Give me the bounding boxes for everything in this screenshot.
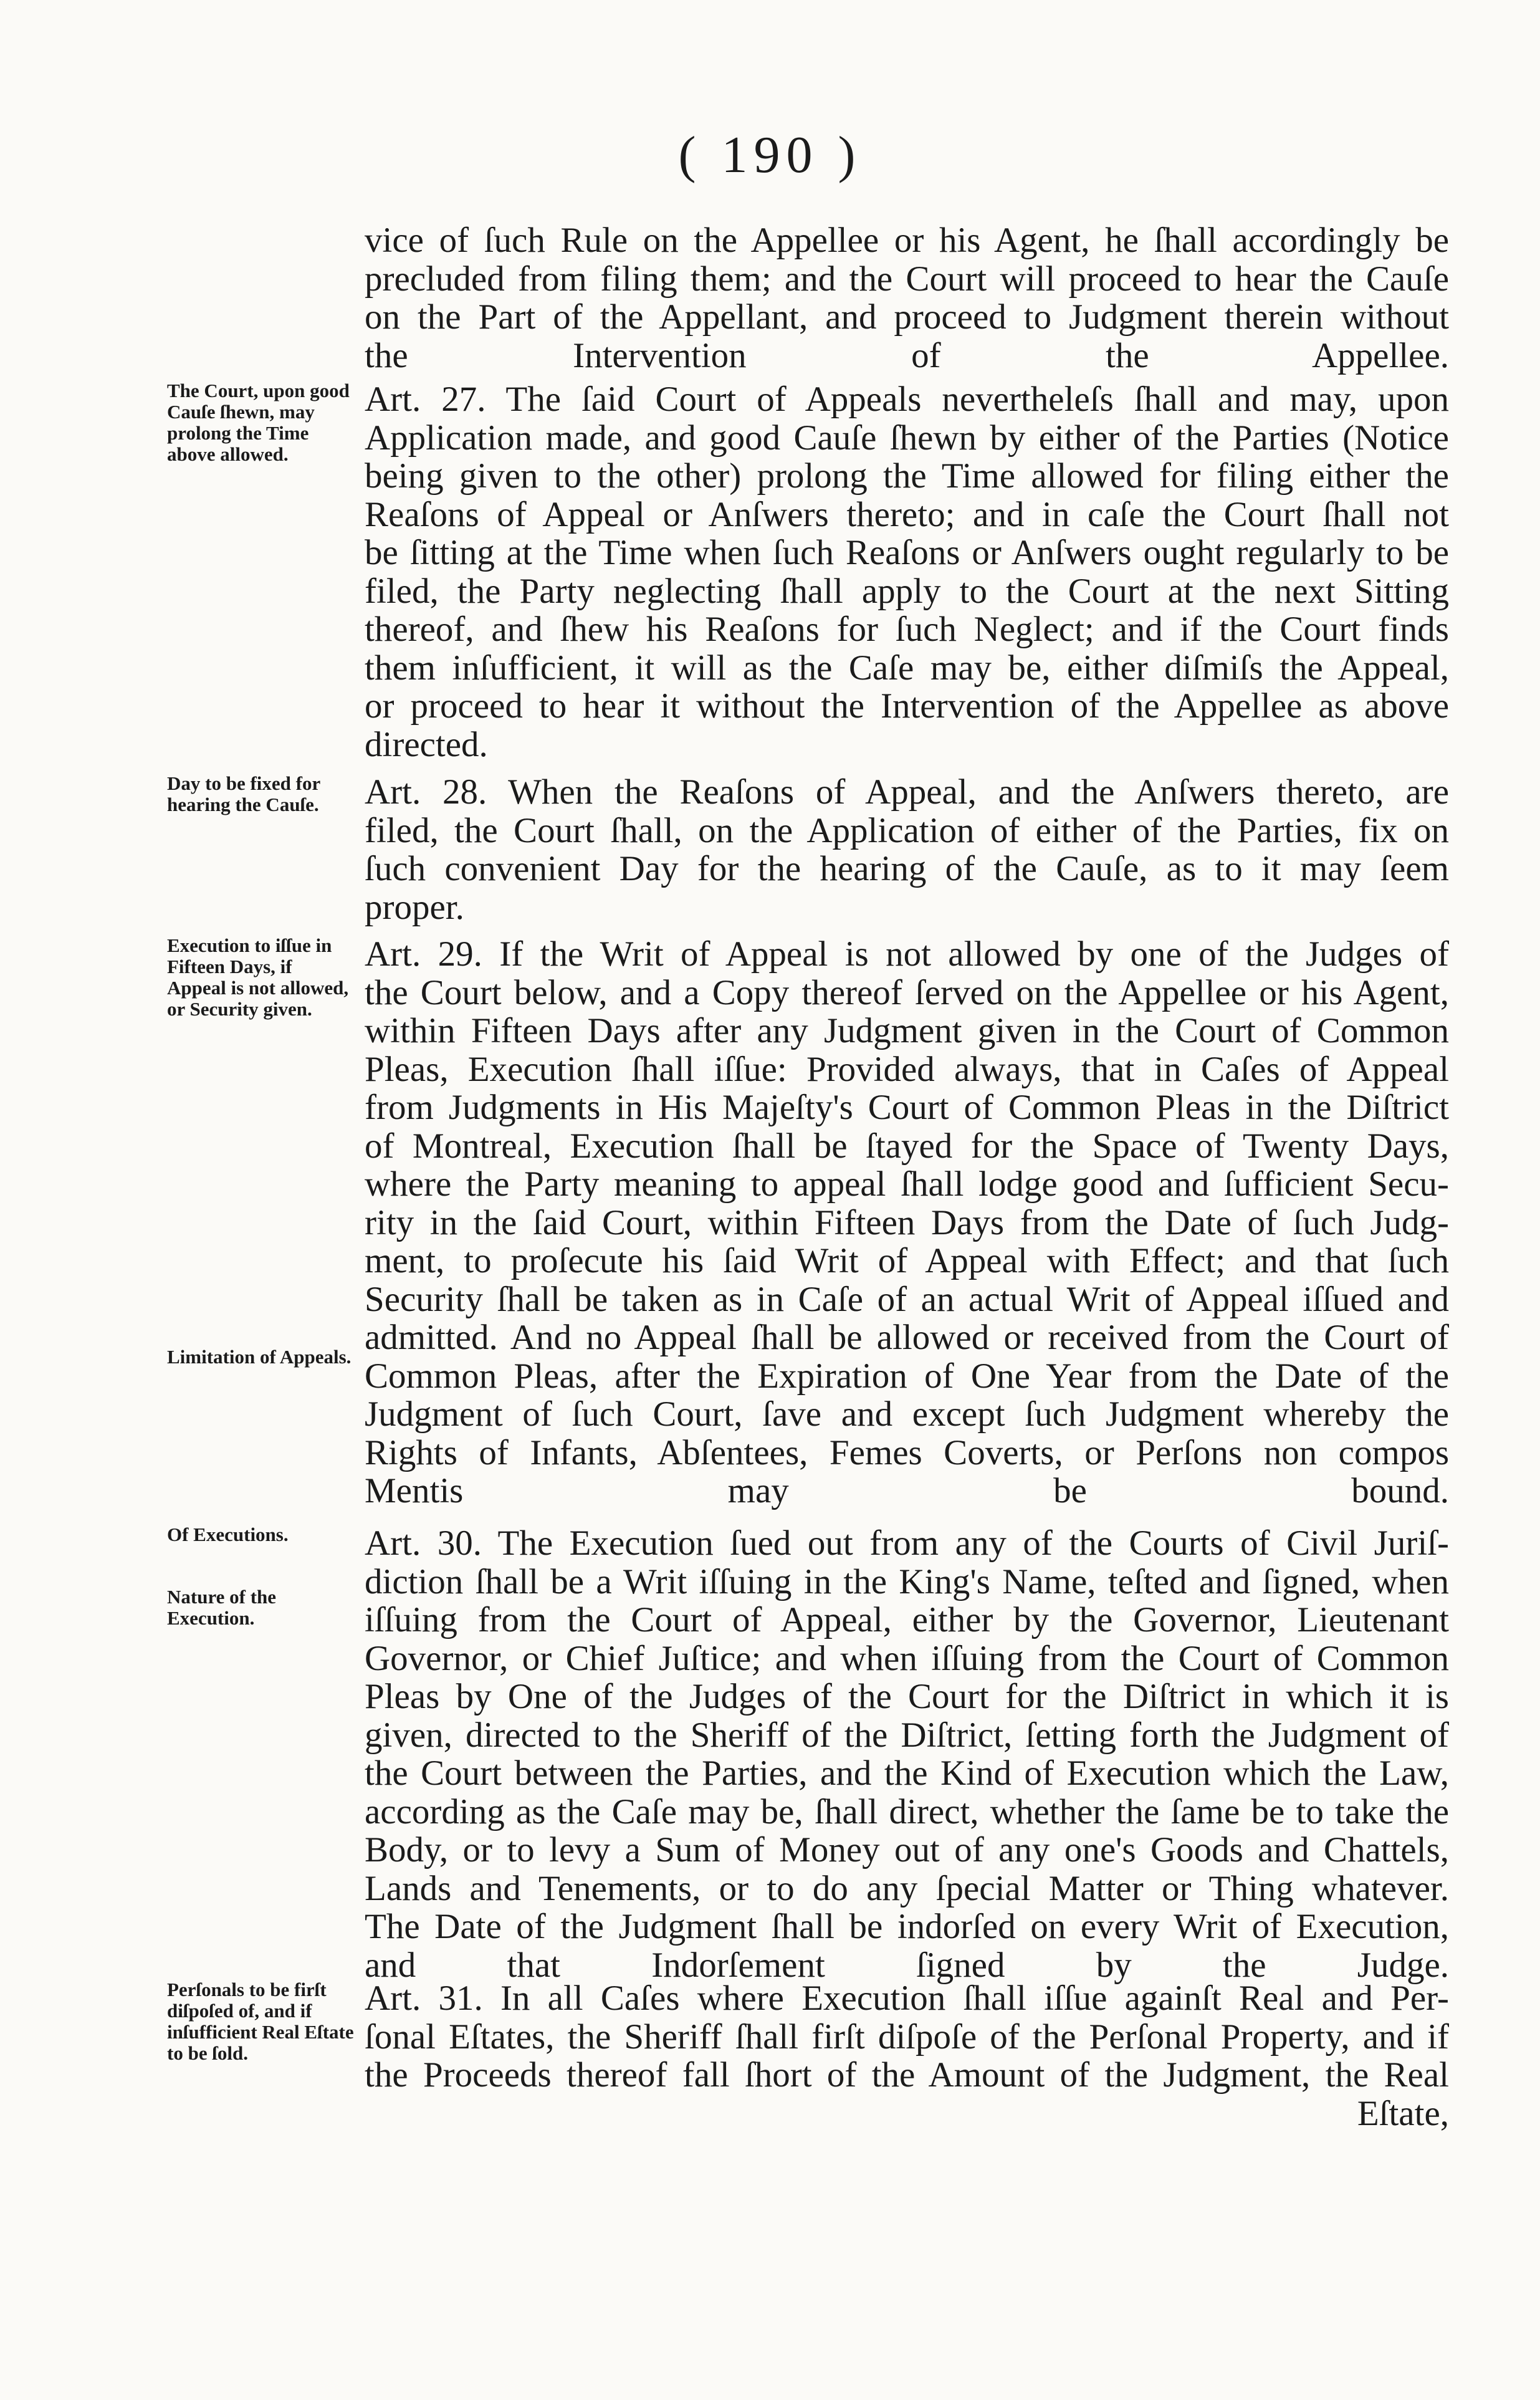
text-line: Pleas, Execution ſhall iſſue: Provided always, that in Caſes of Appeal — [365, 1049, 1449, 1089]
catchword: Eſtate, — [1357, 2094, 1449, 2133]
text-line: Art. 29. If the Writ of Appeal is not allowed by one of the Judges of — [365, 934, 1449, 974]
text-line: within Fifteen Days after any Judgment given in the Court of Common — [365, 1011, 1449, 1050]
marginal-note: Perſonals to be firſt diſpoſed of, and if inſufficient Real Eſtate to be ſold. — [167, 1979, 354, 2064]
text-line: Rights of Infants, Abſentees, Femes Coverts, or Perſons non compos — [365, 1433, 1449, 1472]
marginal-note: Nature of the Execution. — [167, 1586, 277, 1629]
marginal-note: The Court, upon good Cauſe ſhewn, may prolong the Time above allowed. — [167, 380, 350, 465]
page-number: ( 190 ) — [678, 126, 862, 184]
marginal-note: Execution to iſſue in Fifteen Days, if Appeal is not allowed, or Security given. — [167, 934, 349, 1020]
text-line: proper. — [365, 887, 464, 927]
text-line: vice of ſuch Rule on the Appellee or his Agent, he ſhall accordingly be — [365, 221, 1449, 260]
text-line: Governor, or Chief Juſtice; and when iſſuing from the Court of Common — [365, 1638, 1449, 1678]
text-line: of Montreal, Execution ſhall be ſtayed for the Space of Twenty Days, — [365, 1126, 1449, 1166]
article-text — [365, 380, 1449, 764]
text-line: Body, or to levy a Sum of Money out of any one's Goods and Chattels, — [365, 1830, 1449, 1870]
text-line: Application made, and good Cauſe ſhewn by either of the Parties (Notice — [365, 418, 1449, 458]
text-line: Art. 28. When the Reaſons of Appeal, and the Anſwers thereto, are — [365, 772, 1449, 812]
article-text — [365, 221, 1449, 375]
text-line: given, directed to the Sheriff of the Diſtrict, ſetting forth the Judgment of — [365, 1715, 1449, 1755]
text-line: the Court below, and a Copy thereof ſerved on the Appellee or his Agent, — [365, 972, 1449, 1012]
text-line: Common Pleas, after the Expiration of One Year from the Date of the — [365, 1356, 1449, 1396]
text-line: Pleas by One of the Judges of the Court for the Diſtrict in which it is — [365, 1677, 1449, 1716]
marginal-note: Limitation of Appeals. — [167, 1346, 352, 1368]
article-text — [365, 935, 1449, 1510]
text-line: on the Part of the Appellant, and proceed to Judgment therein without — [365, 297, 1449, 337]
text-line: Art. 30. The Execution ſued out from any of the Courts of Civil Juriſ- — [365, 1524, 1449, 1563]
text-line: being given to the other) prolong the Time allowed for filing either the — [365, 456, 1449, 496]
text-line: from Judgments in His Majeſty's Court of Common Pleas in the Diſtrict — [365, 1088, 1449, 1127]
marginal-note: Day to be fixed for hearing the Cauſe. — [167, 772, 320, 815]
text-line: Judgment of ſuch Court, ſave and except ſuch Judgment whereby the — [365, 1394, 1449, 1434]
text-line: where the Party meaning to appeal ſhall lodge good and ſufficient Secu- — [365, 1164, 1449, 1204]
text-line: filed, the Party neglecting ſhall apply to the Court at the next Sitting — [365, 571, 1449, 611]
marginal-note: Of Executions. — [167, 1524, 289, 1545]
text-line: be ſitting at the Time when ſuch Reaſons or Anſwers ought regularly to be — [365, 533, 1449, 572]
text-line: Art. 27. The ſaid Court of Appeals nevertheleſs ſhall and may, upon — [365, 380, 1449, 419]
text-line: precluded from filing them; and the Court will proceed to hear the Cauſe — [365, 259, 1449, 299]
text-line: Lands and Tenements, or to do any ſpecial Matter or Thing whatever. — [365, 1868, 1449, 1908]
text-line: admitted. And no Appeal ſhall be allowed or received from the Court of — [365, 1318, 1449, 1357]
text-line: Art. 31. In all Caſes where Execution ſhall iſſue againſt Real and Per- — [365, 1979, 1449, 2018]
text-line: filed, the Court ſhall, on the Application of either of the Parties, fix on — [365, 810, 1449, 850]
text-line: The Date of the Judgment ſhall be indorſed on every Writ of Execution, — [365, 1907, 1449, 1946]
text-line: them inſufficient, it will as the Caſe may be, either diſmiſs the Appeal, — [365, 648, 1449, 688]
text-line: thereof, and ſhew his Reaſons for ſuch Neglect; and if the Court finds — [365, 610, 1449, 649]
text-line: Security ſhall be taken as in Caſe of an actual Writ of Appeal iſſued and — [365, 1279, 1449, 1319]
text-line: the Intervention of the Appellee. — [365, 335, 1449, 375]
text-line: ſuch convenient Day for the hearing of the Cauſe, as to it may ſeem — [365, 849, 1449, 888]
text-line: ſonal Eſtates, the Sheriff ſhall firſt diſpoſe of the Perſonal Property, and if — [365, 2017, 1449, 2057]
text-line: diction ſhall be a Writ iſſuing in the King's Name, teſted and ſigned, when — [365, 1562, 1449, 1601]
text-line: Reaſons of Appeal or Anſwers thereto; and in caſe the Court ſhall not — [365, 494, 1449, 534]
article-text — [365, 1979, 1449, 2095]
article-text — [365, 773, 1449, 926]
text-line: Mentis may be bound. — [365, 1471, 1449, 1510]
text-line: according as the Caſe may be, ſhall direct, whether the ſame be to take the — [365, 1792, 1449, 1831]
text-line: and that Indorſement ſigned by the Judge. — [365, 1945, 1449, 1985]
text-line: rity in the ſaid Court, within Fifteen Days from the Date of ſuch Judg- — [365, 1202, 1449, 1242]
text-line: the Court between the Parties, and the Kind of Execution which the Law, — [365, 1754, 1449, 1793]
text-line: or proceed to hear it without the Intervention of the Appellee as above — [365, 686, 1449, 726]
text-line: the Proceeds thereof fall ſhort of the Amount of the Judgment, the Real — [365, 2055, 1449, 2095]
text-line: ment, to proſecute his ſaid Writ of Appeal with Effect; and that ſuch — [365, 1241, 1449, 1280]
text-line: directed. — [365, 724, 488, 764]
text-line: iſſuing from the Court of Appeal, either by the Governor, Lieutenant — [365, 1600, 1449, 1639]
article-text — [365, 1524, 1449, 1984]
